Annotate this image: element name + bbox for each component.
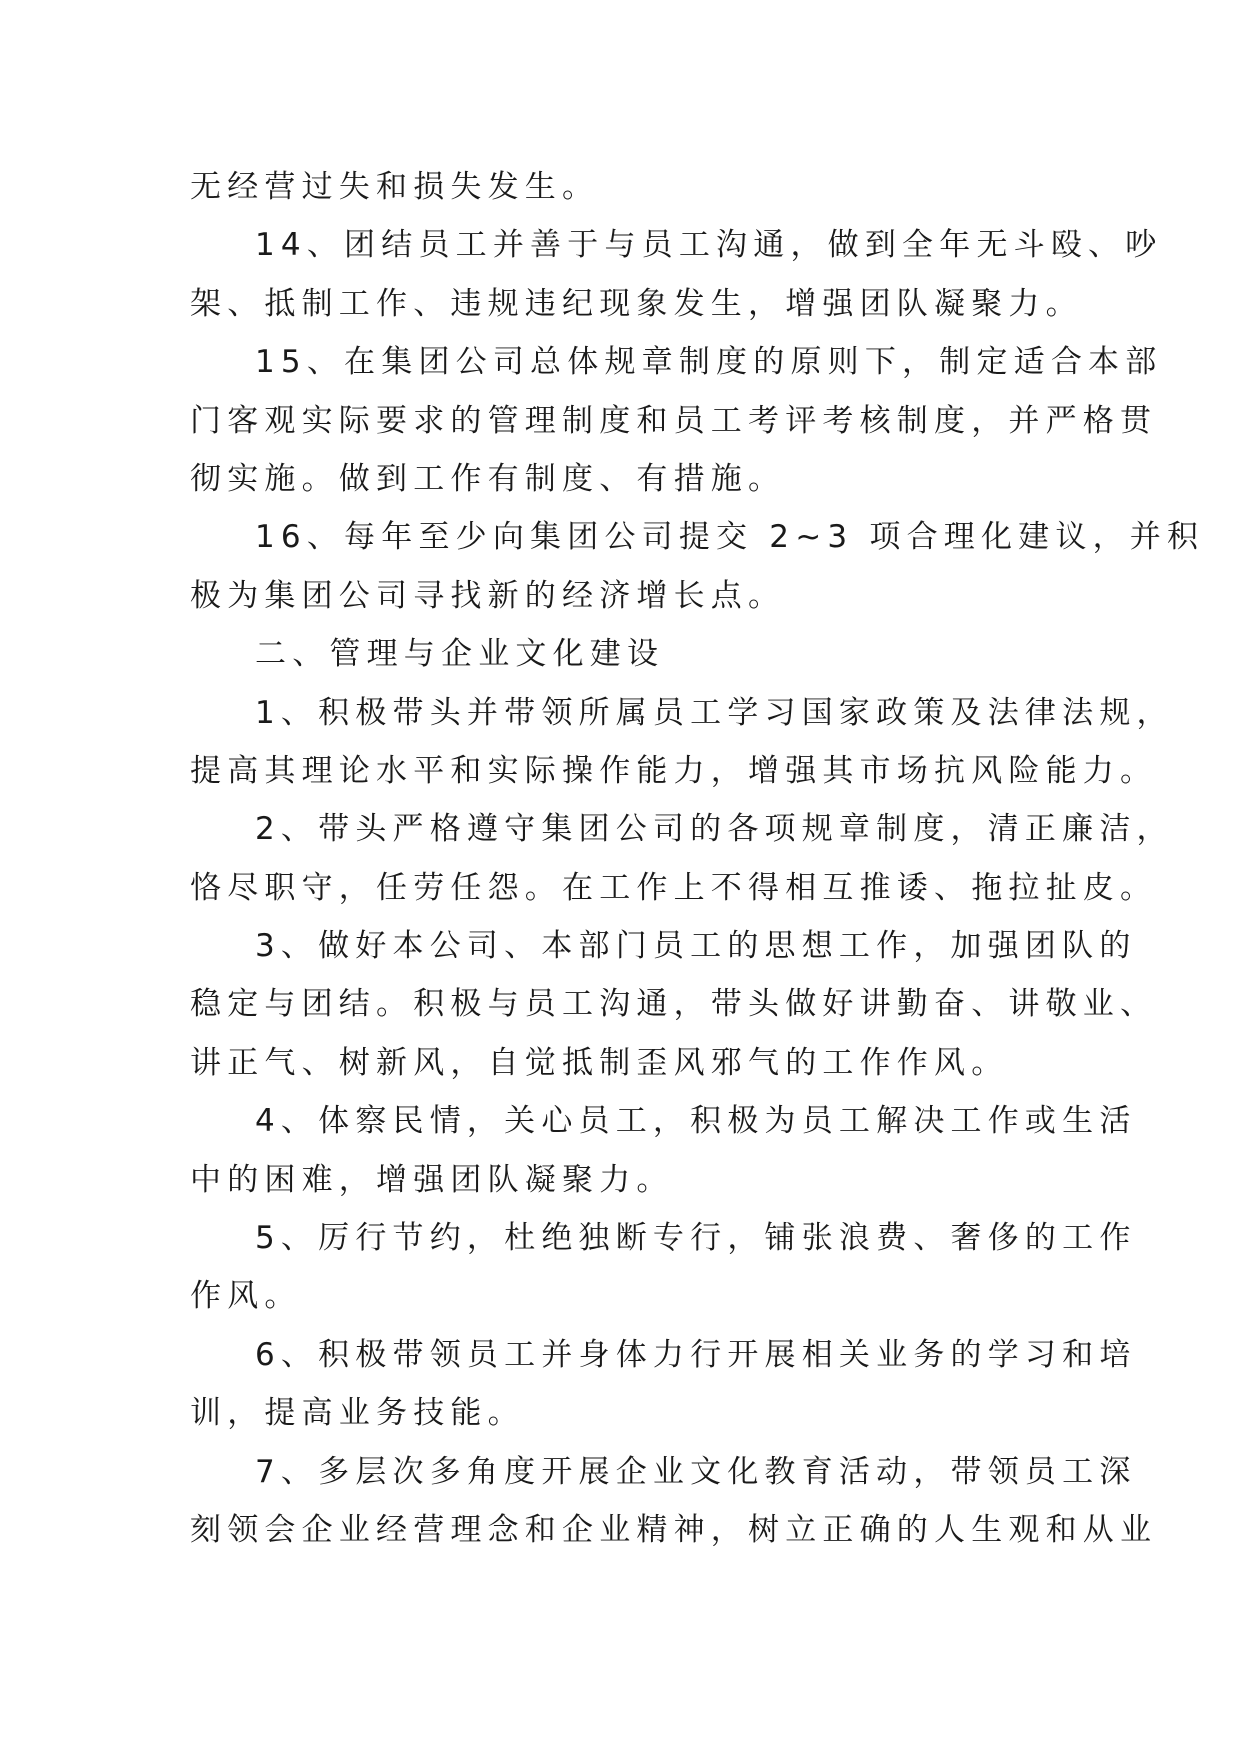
- text-line: 刻领会企业经营理念和企业精神，树立正确的人生观和从业: [190, 1511, 1158, 1548]
- document-body: [190, 158, 1205, 1559]
- text-line: 6、积极带领员工并身体力行开展相关业务的学习和培: [255, 1336, 1137, 1373]
- text-line: 门客观实际要求的管理制度和员工考评考核制度，并严格贯: [190, 402, 1158, 439]
- text-line: 7、多层次多角度开展企业文化教育活动，带领员工深: [255, 1453, 1137, 1490]
- text-line: 稳定与团结。积极与员工沟通，带头做好讲勤奋、讲敬业、: [190, 986, 1158, 1023]
- text-line: 2、带头严格遵守集团公司的各项规章制度，清正廉洁，: [255, 811, 1174, 848]
- text-line: 无经营过失和损失发生。: [190, 169, 600, 205]
- text-line: 1、积极带头并带领所属员工学习国家政策及法律法规，: [255, 694, 1174, 731]
- text-line: 中的困难，增强团队凝聚力。: [190, 1161, 674, 1198]
- section-heading: 二、管理与企业文化建设: [255, 636, 665, 673]
- text-line: 极为集团公司寻找新的经济增长点。: [190, 577, 786, 614]
- text-line: 4、体察民情，关心员工，积极为员工解决工作或生活: [255, 1103, 1137, 1140]
- text-line: 16、每年至少向集团公司提交 2~3 项合理化建议，并积: [255, 519, 1205, 556]
- text-line: 14、团结员工并善于与员工沟通，做到全年无斗殴、吵: [255, 227, 1163, 264]
- text-line: 提高其理论水平和实际操作能力，增强其市场抗风险能力。: [190, 752, 1158, 789]
- text-line: 训，提高业务技能。: [190, 1395, 525, 1432]
- text-line: 讲正气、树新风，自觉抵制歪风邪气的工作作风。: [190, 1044, 1009, 1081]
- text-line: 3、做好本公司、本部门员工的思想工作，加强团队的: [255, 928, 1137, 965]
- text-line: 15、在集团公司总体规章制度的原则下，制定适合本部: [255, 344, 1163, 381]
- text-line: 彻实施。做到工作有制度、有措施。: [190, 460, 786, 497]
- text-line: 恪尽职守，任劳任怨。在工作上不得相互推诿、拖拉扯皮。: [190, 869, 1158, 906]
- text-line: 架、抵制工作、违规违纪现象发生，增强团队凝聚力。: [190, 285, 1083, 322]
- text-line: 5、厉行节约，杜绝独断专行，铺张浪费、奢侈的工作: [255, 1220, 1137, 1257]
- text-line: 作风。: [190, 1278, 302, 1315]
